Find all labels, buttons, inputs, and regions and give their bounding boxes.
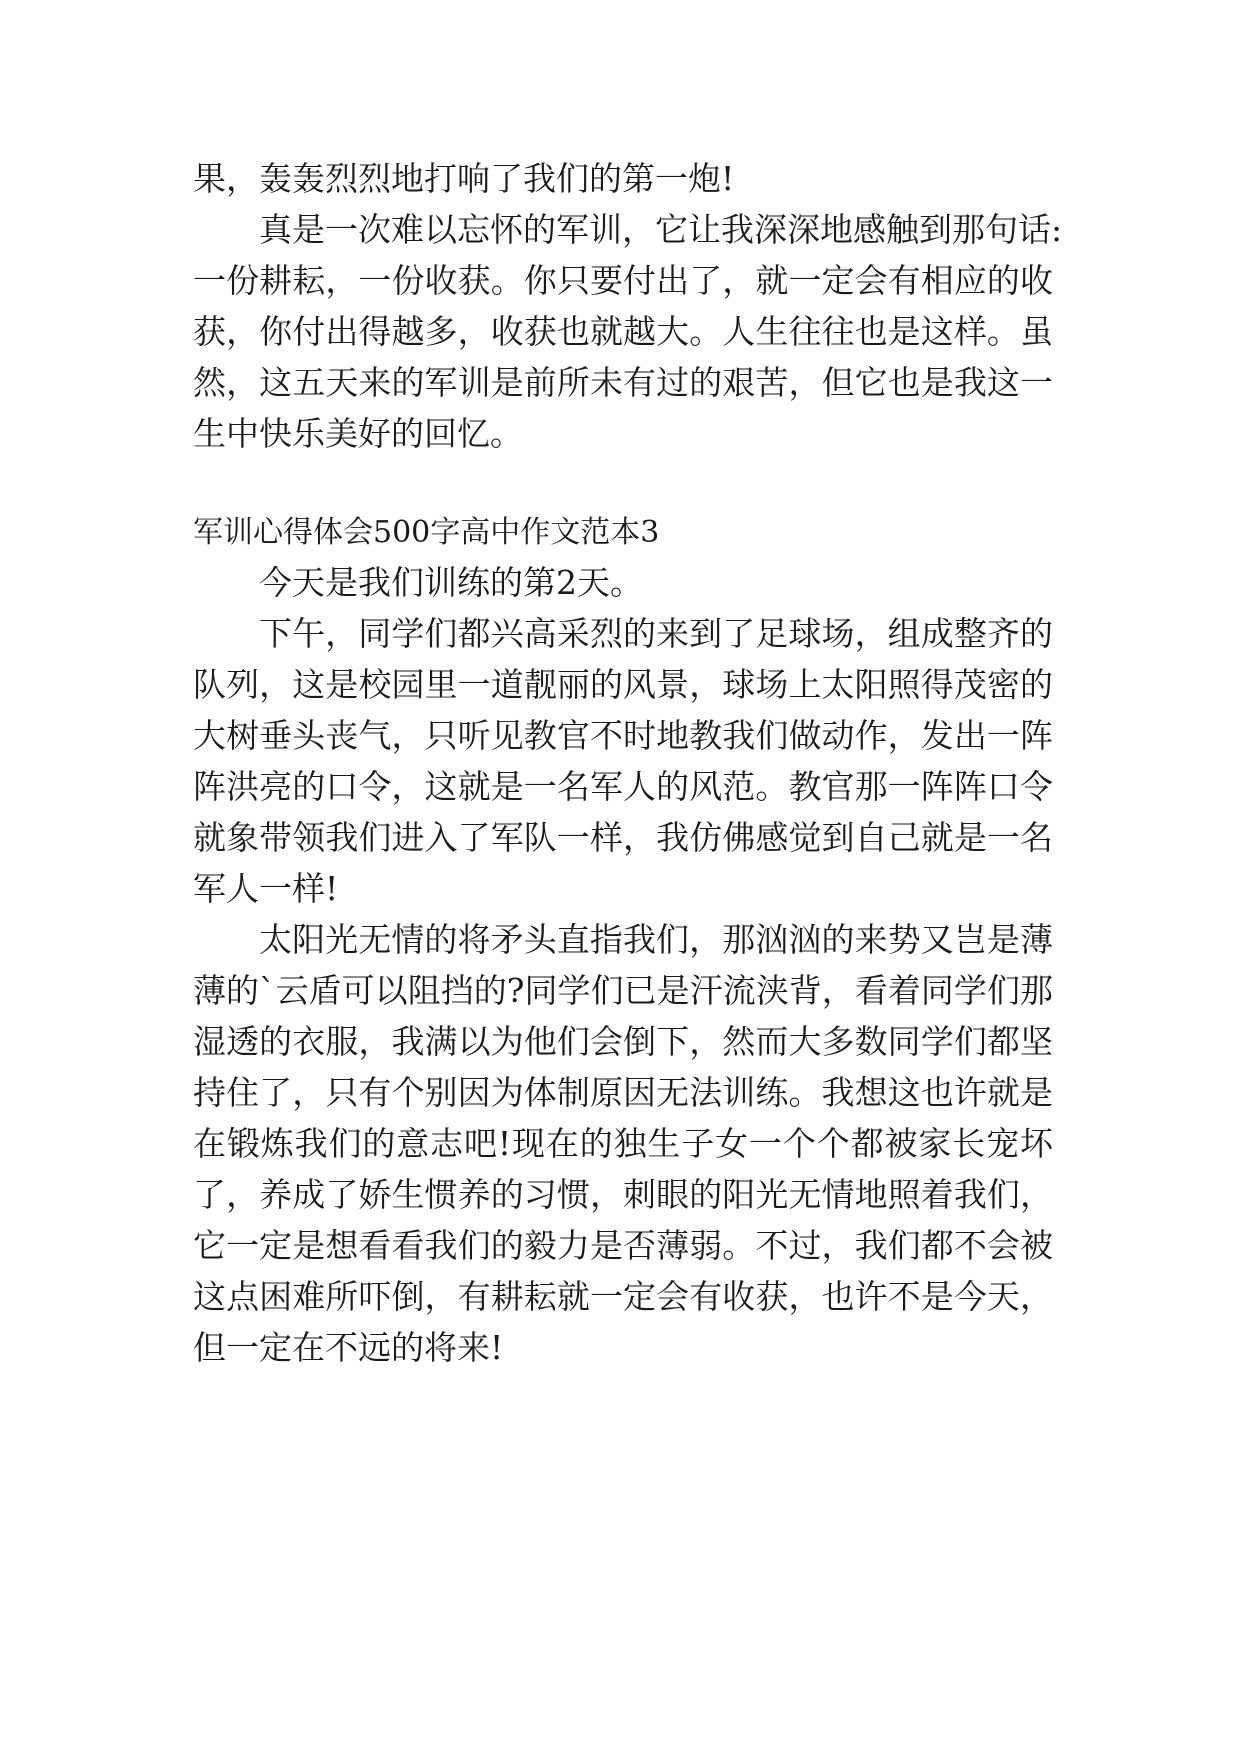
text-line: 果，轰轰烈烈地打响了我们的第一炮! (193, 159, 735, 198)
paragraph-first-line: 真是一次难以忘怀的军训，它让我深深地感触到那句话: (259, 210, 1063, 249)
text-line: 然，这五天来的军训是前所未有过的艰苦，但它也是我这一 (193, 363, 1053, 402)
paragraph-first-line: 太阳光无情的将矛头直指我们，那汹汹的来势又岂是薄 (259, 920, 1053, 959)
text-line: 生中快乐美好的回忆。 (193, 414, 523, 453)
paragraph-first-line: 今天是我们训练的第2天。 (259, 563, 643, 602)
text-line: 薄的`云盾可以阻挡的?同学们已是汗流浃背，看着同学们那 (193, 971, 1053, 1010)
text-line: 它一定是想看看我们的毅力是否薄弱。不过，我们都不会被 (193, 1226, 1053, 1265)
text-line: 湿透的衣服，我满以为他们会倒下，然而大多数同学们都坚 (193, 1022, 1053, 1061)
paragraph-first-line: 下午，同学们都兴高采烈的来到了足球场，组成整齐的 (259, 614, 1053, 653)
text-line: 在锻炼我们的意志吧!现在的独生子女一个个都被家长宠坏 (193, 1124, 1053, 1163)
text-line: 持住了，只有个别因为体制原因无法训练。我想这也许就是 (193, 1073, 1053, 1112)
text-line: 了，养成了娇生惯养的习惯，刺眼的阳光无情地照着我们， (193, 1175, 1053, 1214)
text-line: 军人一样! (193, 869, 339, 908)
text-line: 但一定在不远的将来! (193, 1328, 504, 1367)
text-line: 大树垂头丧气，只听见教官不时地教我们做动作，发出一阵 (193, 716, 1053, 755)
text-line: 队列，这是校园里一道靓丽的风景，球场上太阳照得茂密的 (193, 665, 1053, 704)
essay-title: 军训心得体会500字高中作文范本3 (193, 515, 660, 550)
text-line: 一份耕耘，一份收获。你只要付出了，就一定会有相应的收 (193, 261, 1053, 300)
text-line: 就象带领我们进入了军队一样，我仿佛感觉到自己就是一名 (193, 818, 1053, 857)
text-line: 阵洪亮的口令，这就是一名军人的风范。教官那一阵阵口令 (193, 767, 1053, 806)
text-line: 获，你付出得越多，收获也就越大。人生往往也是这样。虽 (193, 312, 1053, 351)
text-line: 这点困难所吓倒，有耕耘就一定会有收获，也许不是今天， (193, 1277, 1053, 1316)
